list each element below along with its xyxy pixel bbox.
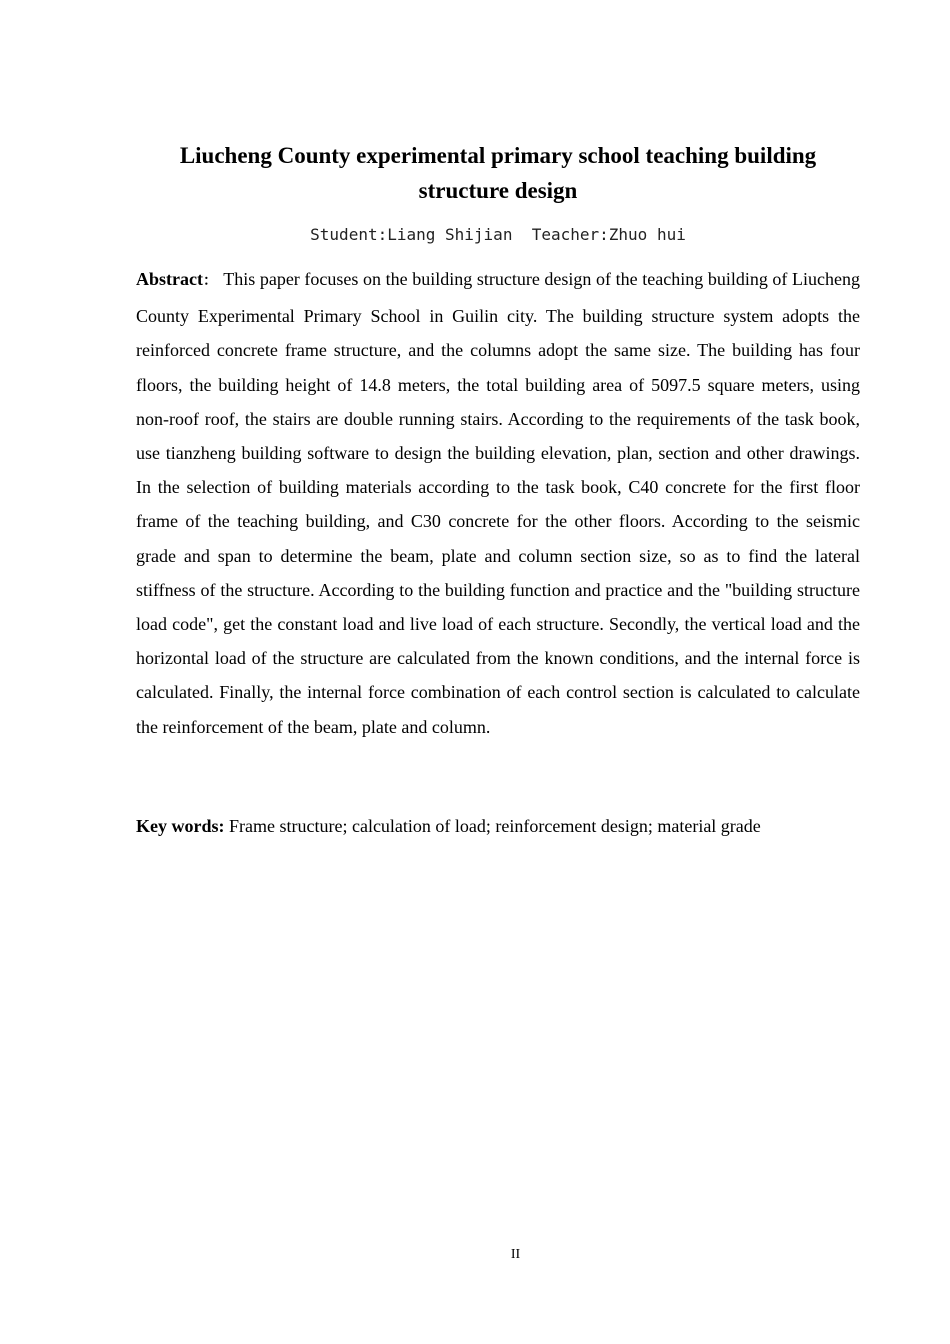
keywords-text: Frame structure; calculation of load; reinforcement design; material grade (229, 816, 761, 836)
page-number: II (510, 1247, 521, 1262)
abstract-paragraph (136, 262, 860, 744)
paper-title: Liucheng County experimental primary school teaching building structure design (179, 143, 817, 203)
keywords-line (136, 809, 860, 843)
abstract-text: This paper focuses on the building structure design of the teaching building of Liucheng County Experimental Primary School in Guilin city. The building structure system adopts the reinforced concrete frame structure, and the columns adopt the same size. The building has four floors, the building height of 14.8 meters, the total building area of 5097.5 square meters, using non-roof roof, the stairs are double running stairs. According to the requirements of the task book, use tianzheng building software to design the building elevation, plan, section and other drawings. In the selection of building materials according to the task book, C40 concrete for the first floor frame of the teaching building, and C30 concrete for the other floors. According to the seismic grade and span to determine the beam, plate and column section size, so as to find the lateral stiffness of the structure. According to the building function and practice and the "building structure load code", get the constant load and live load of each structure. Secondly, the vertical load and the horizontal load of the structure are calculated from the known conditions, and the internal force is calculated. Finally, the internal force combination of each control section is calculated to calculate the reinforcement of the beam, plate and column. (136, 269, 861, 737)
author-line: Student:Liang Shijian Teacher:Zhuo hui (310, 225, 686, 244)
keywords-label: Key words: (136, 816, 225, 836)
abstract-separator: ： (202, 274, 218, 289)
abstract-label: Abstract (136, 269, 203, 289)
